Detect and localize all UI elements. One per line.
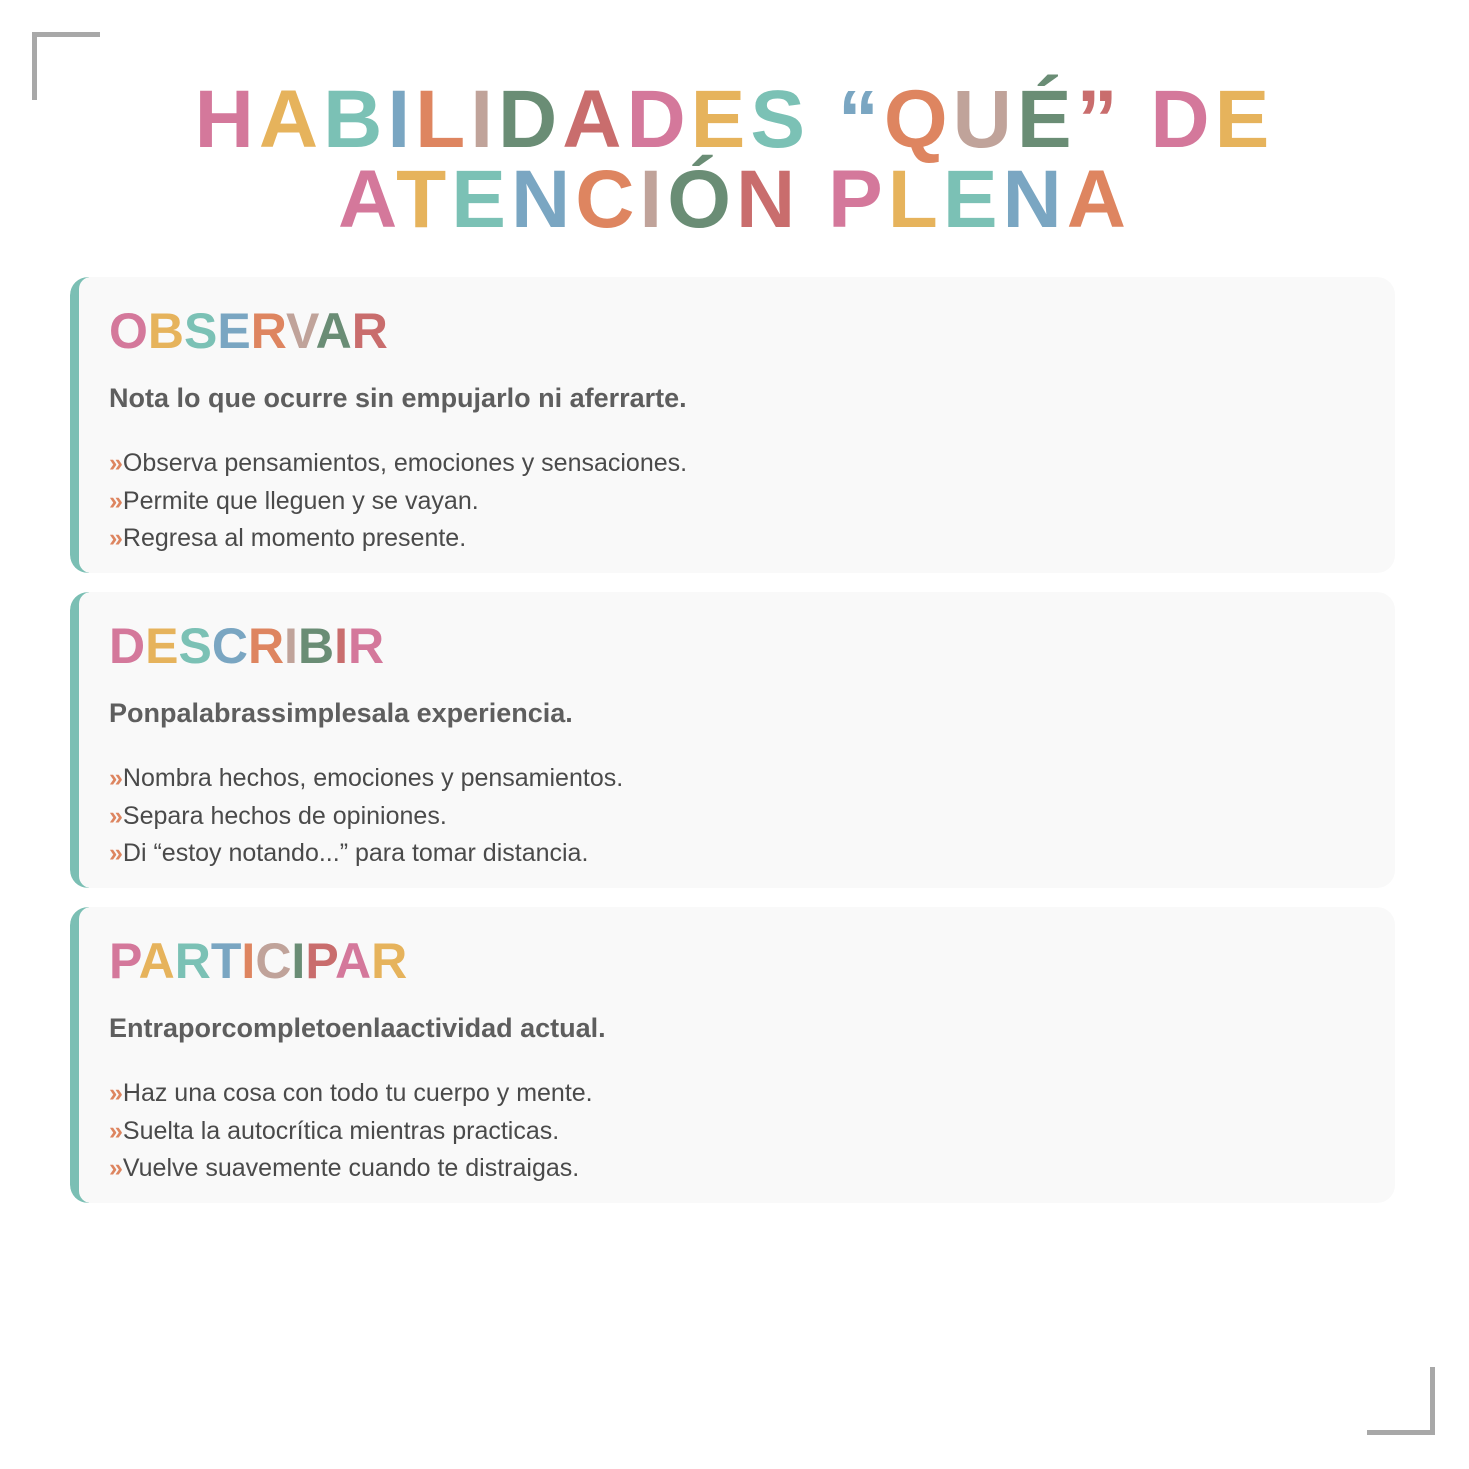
list-item-text: Di “estoy notando...” para tomar distancia. xyxy=(122,839,589,867)
list-item xyxy=(109,798,623,836)
list-item-text: Nombra hechos, emociones y pensamientos. xyxy=(122,764,624,792)
list-item-text: Permite que lleguen y se vayan. xyxy=(122,486,479,515)
list-item xyxy=(109,760,623,798)
bullet-marker: » xyxy=(109,1116,123,1145)
bullet-marker: » xyxy=(109,764,123,792)
list-item-text: Haz una cosa con todo tu cuerpo y mente. xyxy=(122,1079,593,1107)
bullet-marker: » xyxy=(109,486,123,515)
list-item xyxy=(109,1113,593,1151)
list-item-text: Suelta la autocrítica mientras practicas. xyxy=(122,1116,560,1145)
bullet-marker: » xyxy=(109,839,123,867)
card-title: DESCRIBIR xyxy=(109,618,385,674)
list-item-text: Regresa al momento presente. xyxy=(122,524,467,552)
page-title-line-2: ATENCIÓN PLENA xyxy=(338,154,1131,245)
skill-card-observar xyxy=(70,277,1395,573)
list-item-text: Separa hechos de opiniones. xyxy=(122,801,447,830)
list-item xyxy=(109,1150,593,1188)
bullet-marker: » xyxy=(109,1154,123,1182)
card-title: PARTICIPAR xyxy=(109,933,408,989)
page-title-line-1: HABILIDADES “QUÉ” DE xyxy=(194,74,1275,165)
bullet-marker: » xyxy=(109,449,123,477)
list-item xyxy=(109,1075,593,1113)
card-subtitle: Ponpalabrassimplesala experiencia. xyxy=(109,698,573,728)
bullet-list xyxy=(109,445,687,558)
list-item-text: Vuelve suavemente cuando te distraigas. xyxy=(122,1154,580,1182)
bullet-marker: » xyxy=(109,1079,123,1107)
skill-card-describir xyxy=(70,592,1395,888)
list-item xyxy=(109,520,687,558)
bullet-list xyxy=(109,760,623,873)
card-subtitle: Nota lo que ocurre sin empujarlo ni aferrarte. xyxy=(109,383,687,413)
list-item xyxy=(109,483,687,521)
card-subtitle: Entraporcompletoenlaactividad actual. xyxy=(109,1013,606,1043)
bullet-list xyxy=(109,1075,593,1188)
list-item xyxy=(109,445,687,483)
list-item-text: Observa pensamientos, emociones y sensaciones. xyxy=(122,449,688,477)
bullet-marker: » xyxy=(109,524,123,552)
bullet-marker: » xyxy=(109,801,123,830)
page-title xyxy=(0,74,1469,245)
list-item xyxy=(109,835,623,873)
corner-bracket-bottom-right xyxy=(1367,1367,1435,1435)
skill-card-participar xyxy=(70,907,1395,1203)
card-title: OBSERVAR xyxy=(109,303,388,359)
